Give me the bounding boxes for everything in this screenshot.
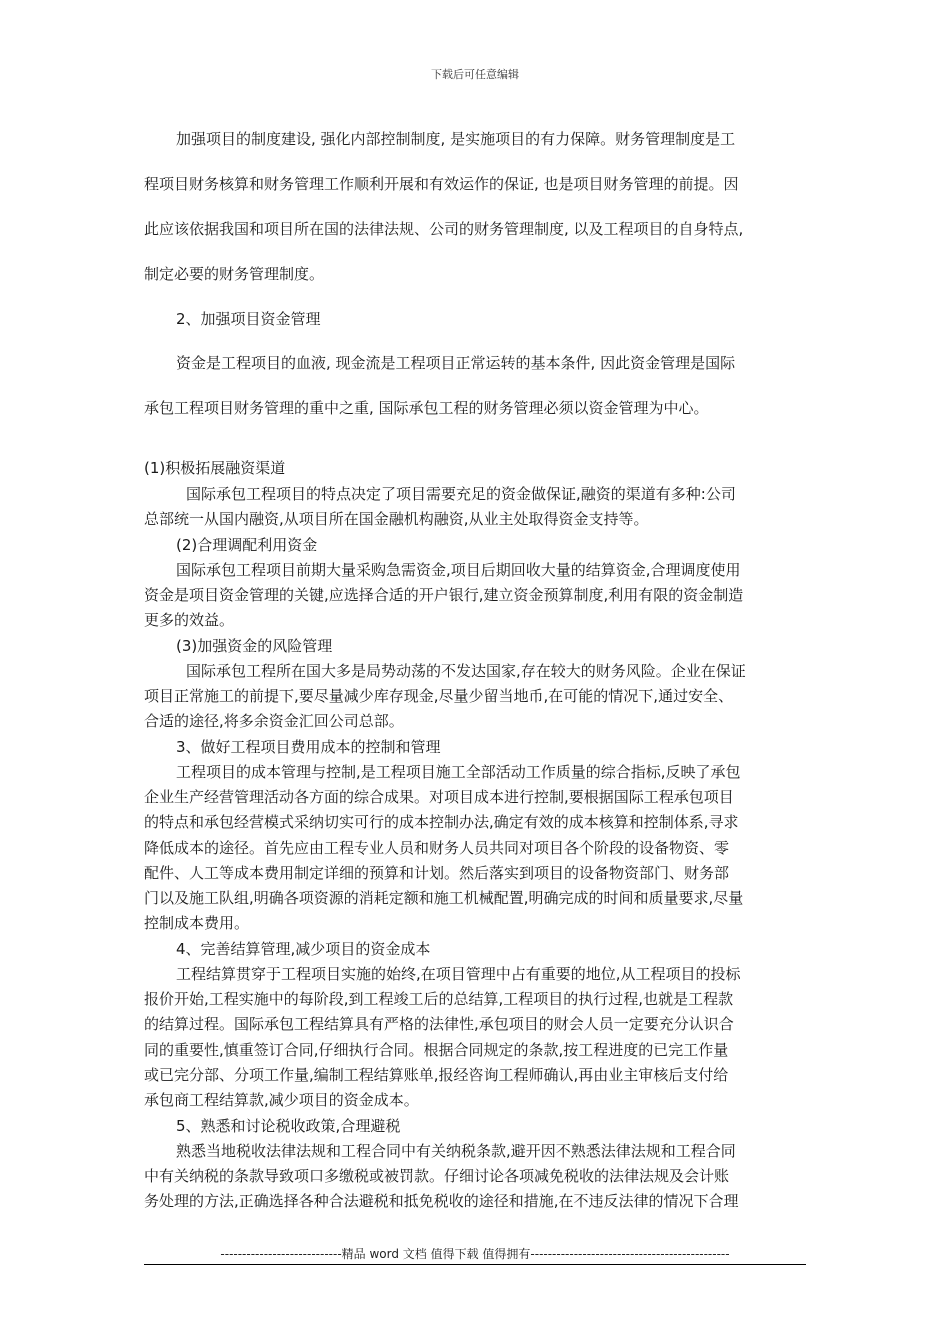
paragraph-line: 资金是项目资金管理的关键,应选择合适的开户银行,建立资金预算制度,利用有限的资金制造	[144, 586, 744, 604]
paragraph-line: 工程结算贯穿于工程项目实施的始终,在项目管理中占有重要的地位,从工程项目的投标	[176, 965, 741, 983]
paragraph-line: 资金是工程项目的血液, 现金流是工程项目正常运转的基本条件, 因此资金管理是国际	[176, 354, 736, 372]
paragraph-line: 的特点和承包经营模式采纳切实可行的成本控制办法,确定有效的成本核算和控制体系,寻求	[144, 813, 739, 831]
paragraph-line: 务处理的方法,正确选择各种合法避税和抵免税收的途径和措施,在不违反法律的情况下合理	[144, 1192, 739, 1210]
subheading: (1)积极拓展融资渠道	[144, 459, 286, 477]
page-footer: ----------------------------精品 word 文档 值得下载 值得拥有----------------------------------------------	[220, 1247, 730, 1261]
section-heading: 3、做好工程项目费用成本的控制和管理	[176, 738, 441, 756]
paragraph-line: 更多的效益。	[144, 611, 235, 629]
section-heading: 4、完善结算管理,减少项目的资金成本	[176, 940, 431, 958]
subheading: (3)加强资金的风险管理	[176, 637, 333, 655]
paragraph-line: 合适的途径,将多余资金汇回公司总部。	[144, 712, 404, 730]
subheading: (2)合理调配利用资金	[176, 536, 318, 554]
paragraph-line: 门以及施工队组,明确各项资源的消耗定额和施工机械配置,明确完成的时间和质量要求,尽量	[144, 889, 744, 907]
footer-divider	[144, 1264, 806, 1265]
paragraph-line: 降低成本的途径。首先应由工程专业人员和财务人员共同对项目各个阶段的设备物资、零	[144, 839, 730, 857]
paragraph-line: 的结算过程。国际承包工程结算具有严格的法律性,承包项目的财会人员一定要充分认识合	[144, 1015, 734, 1033]
paragraph-line: 控制成本费用。	[144, 914, 250, 932]
paragraph-line: 加强项目的制度建设, 强化内部控制制度, 是实施项目的有力保障。财务管理制度是工	[176, 130, 736, 148]
paragraph-line: 同的重要性,慎重签订合同,仔细执行合同。根据合同规定的条款,按工程进度的已完工作量	[144, 1041, 729, 1059]
paragraph-line: 国际承包工程项目的特点决定了项目需要充足的资金做保证,融资的渠道有多种:公司	[186, 485, 736, 503]
paragraph-line: 国际承包工程所在国大多是局势动荡的不发达国家,存在较大的财务风险。企业在保证	[186, 662, 746, 680]
section-heading: 2、加强项目资金管理	[176, 310, 321, 328]
paragraph-line: 承包工程项目财务管理的重中之重, 国际承包工程的财务管理必须以资金管理为中心。	[144, 399, 709, 417]
page-header: 下载后可任意编辑	[431, 68, 519, 81]
paragraph-line: 国际承包工程项目前期大量采购急需资金,项目后期回收大量的结算资金,合理调度使用	[176, 561, 741, 579]
paragraph-line: 或已完分部、分项工作量,编制工程结算账单,报经咨询工程师确认,再由业主审核后支付给	[144, 1066, 729, 1084]
paragraph-line: 承包商工程结算款,减少项目的资金成本。	[144, 1091, 419, 1109]
paragraph-line: 配件、人工等成本费用制定详细的预算和计划。然后落实到项目的设备物资部门、财务部	[144, 864, 730, 882]
paragraph-line: 程项目财务核算和财务管理工作顺利开展和有效运作的保证, 也是项目财务管理的前提。因	[144, 175, 739, 193]
section-heading: 5、熟悉和讨论税收政策,合理避税	[176, 1117, 401, 1135]
paragraph-line: 制定必要的财务管理制度。	[144, 265, 325, 283]
paragraph-line: 项目正常施工的前提下,要尽量减少库存现金,尽量少留当地币,在可能的情况下,通过安全、	[144, 687, 734, 705]
paragraph-line: 企业生产经营管理活动各方面的综合成果。对项目成本进行控制,要根据国际工程承包项目	[144, 788, 734, 806]
paragraph-line: 此应该依据我国和项目所在国的法律法规、公司的财务管理制度, 以及工程项目的自身特点,	[144, 220, 744, 238]
paragraph-line: 报价开始,工程实施中的每阶段,到工程竣工后的总结算,工程项目的执行过程,也就是工程款	[144, 990, 734, 1008]
paragraph-line: 中有关纳税的条款导致项口多缴税或被罚款。仔细讨论各项减免税收的法律法规及会计账	[144, 1167, 730, 1185]
paragraph-line: 熟悉当地税收法律法规和工程合同中有关纳税条款,避开因不熟悉法律法规和工程合同	[176, 1142, 736, 1160]
paragraph-line: 总部统一从国内融资,从项目所在国金融机构融资,从业主处取得资金支持等。	[144, 510, 649, 528]
paragraph-line: 工程项目的成本管理与控制,是工程项目施工全部活动工作质量的综合指标,反映了承包	[176, 763, 741, 781]
